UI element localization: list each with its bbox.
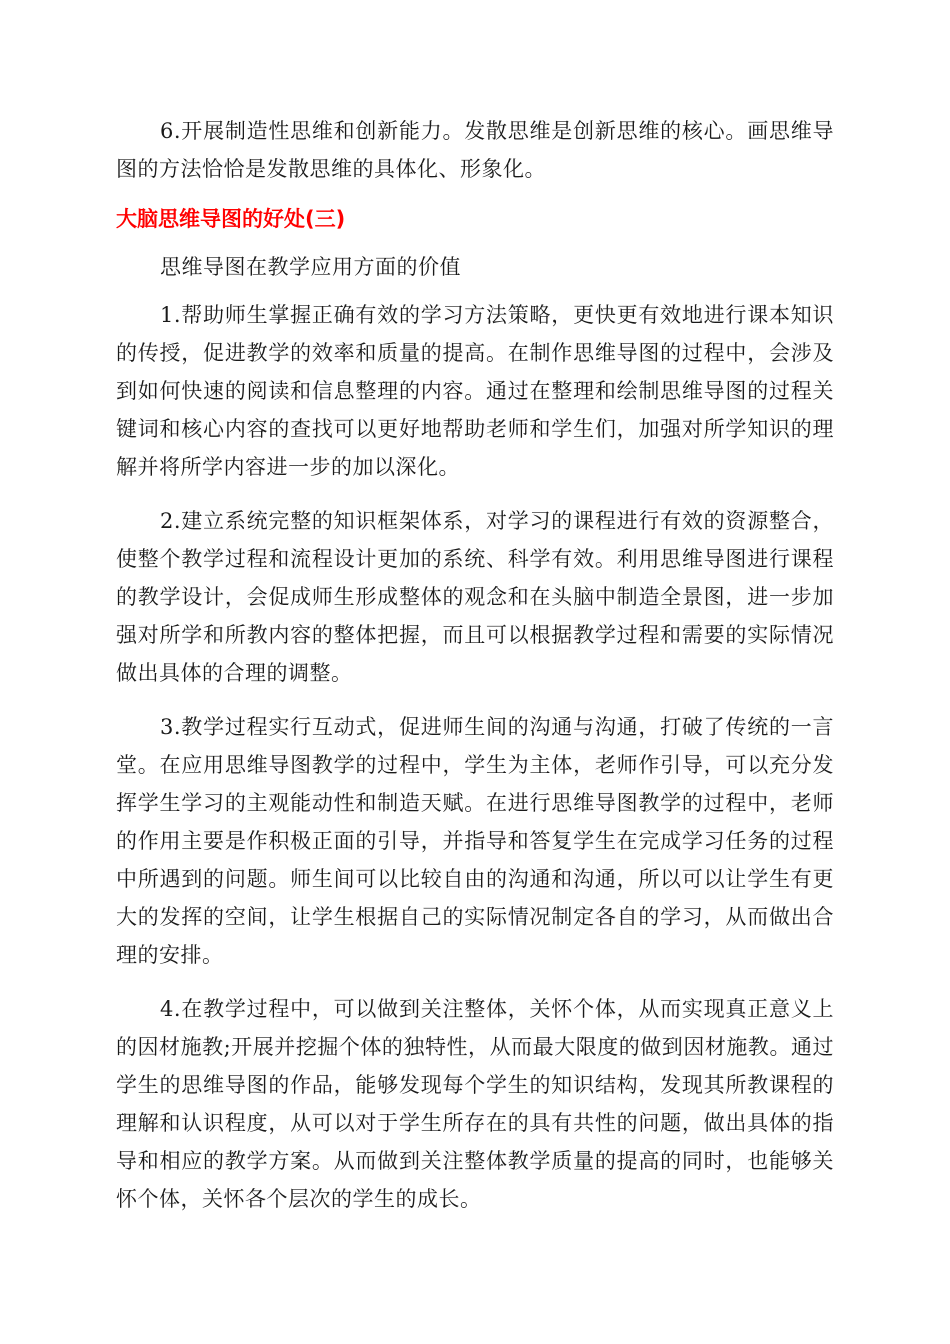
section-subtitle: 思维导图在教学应用方面的价值 (160, 255, 461, 279)
paragraph-3: 3.教学过程实行互动式，促进师生间的沟通与沟通，打破了传统的一言堂。在应用思维导图教学的过程中，学生为主体，老师作引导，可以充分发挥学生学习的主观能动性和制造天赋。在进行思维导图教学的过程中，老师的作用主要是作积极正面的引导，并指导和答复学生在完成学习任务的过程中所遇到的问题。师生间可以比较自由的沟通和沟通，所以可以让学生有更大的发挥的空间，让学生根据自己的实际情况制定各自的学习，从而做出合理的安排。 (116, 715, 834, 967)
document-body (116, 112, 834, 1234)
paragraph-2: 2.建立系统完整的知识框架体系，对学习的课程进行有效的资源整合，使整个教学过程和流程设计更加的系统、科学有效。利用思维导图进行课程的教学设计，会促成师生形成整体的观念和在头脑中制造全景图，进一步加强对所学和所教内容的整体把握，而且可以根据教学过程和需要的实际情况做出具体的合理的调整。 (116, 509, 834, 685)
paragraph-4: 4.在教学过程中，可以做到关注整体，关怀个体，从而实现真正意义上的因材施教;开展并挖掘个体的独特性，从而最大限度的做到因材施教。通过学生的思维导图的作品，能够发现每个学生的知识结构，发现其所教课程的理解和认识程度，从可以对于学生所存在的具有共性的问题，做出具体的指导和相应的教学方案。从而做到关注整体教学质量的提高的同时，也能够关怀个体，关怀各个层次的学生的成长。 (116, 997, 834, 1211)
paragraph-1: 1.帮助师生掌握正确有效的学习方法策略，更快更有效地进行课本知识的传授，促进教学的效率和质量的提高。在制作思维导图的过程中，会涉及到如何快速的阅读和信息整理的内容。通过在整理和绘制思维导图的过程关键词和核心内容的查找可以更好地帮助老师和学生们，加强对所学知识的理解并将所学内容进一步的加以深化。 (116, 303, 834, 479)
paragraph-6: 6.开展制造性思维和创新能力。发散思维是创新思维的核心。画思维导图的方法恰恰是发散思维的具体化、形象化。 (116, 119, 834, 181)
section-heading: 大脑思维导图的好处(三) (116, 207, 346, 231)
